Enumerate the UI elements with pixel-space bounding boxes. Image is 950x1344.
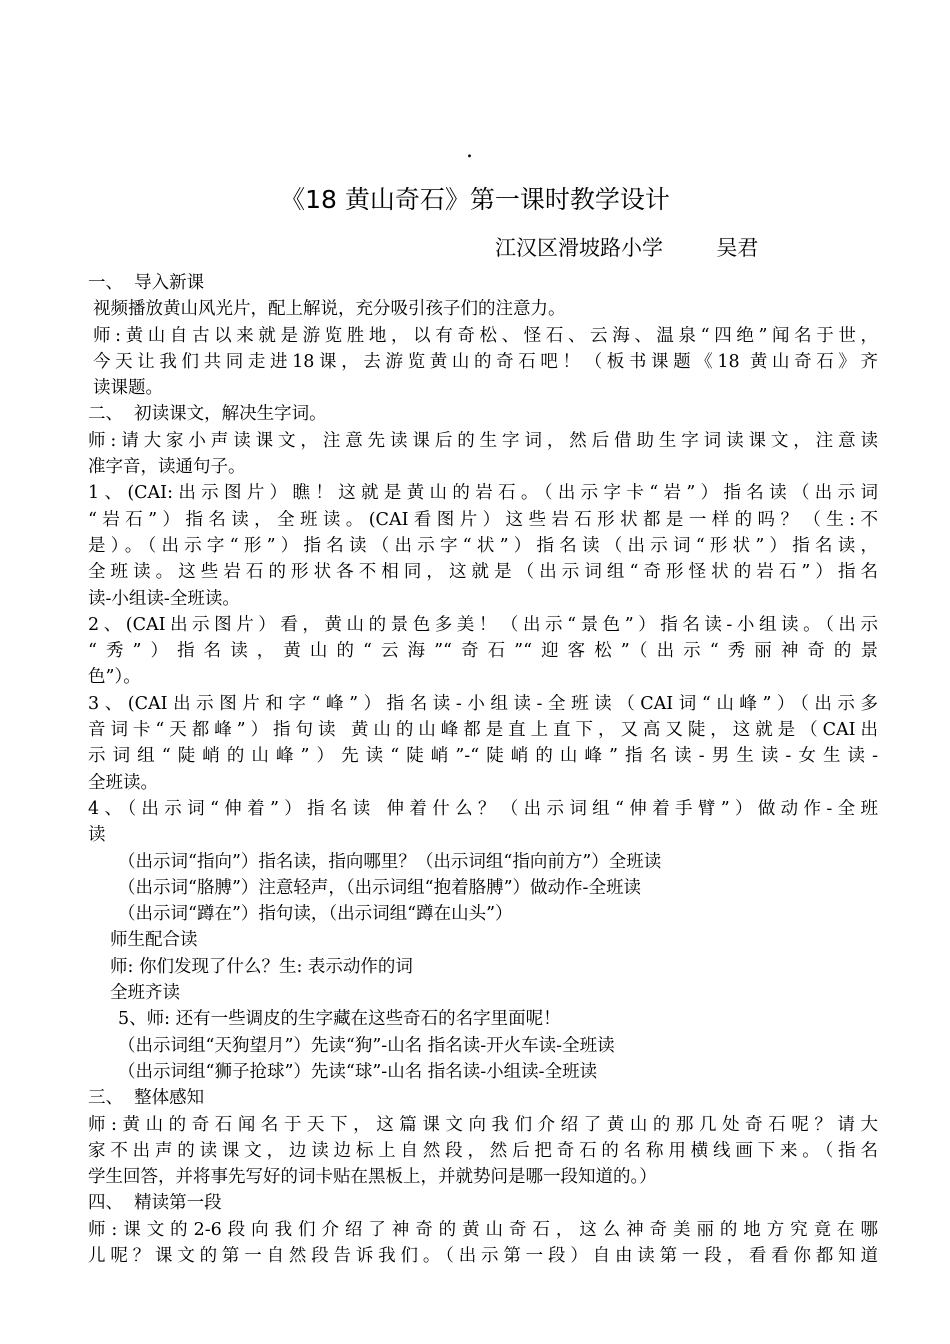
text-line: 今天让我们共同走进18课，去游览黄山的奇石吧！（板书课题《18 黄山奇石》齐 (93, 351, 878, 372)
text-line: “岩石”）指名读，全班读。(CAI看图片）这些岩石形状都是一样的吗？（生:不 (88, 509, 878, 530)
text-line: 二、 初读课文，解决生字词。 (88, 404, 327, 425)
text-line: 师: 你们发现了什么？生: 表示动作的词 (110, 956, 413, 977)
text-line: 全班读。这些岩石的形状各不相同，这就是（出示词组“奇形怪状的岩石”）指名 (88, 562, 878, 583)
text-line: 5、师: 还有一些调皮的生字藏在这些奇石的名字里面呢！ (118, 1009, 561, 1030)
document-title: 《18 黄山奇石》第一课时教学设计 (280, 185, 670, 214)
text-line: 色”）。 (88, 667, 141, 688)
text-line: 准字音，读通句子。 (88, 457, 246, 478)
text-line: 示词组“陡峭的山峰”）先读“陡峭”-“陡峭的山峰”指名读-男生读-女生读- (88, 746, 878, 767)
text-line: “秀”）指名读，黄山的“云海”“奇石”“迎客松”（出示“秀丽神奇的景 (88, 641, 878, 662)
text-line: 四、 精读第一段 (88, 1193, 222, 1214)
text-line: 学生回答，并将事先写好的词卡贴在黑板上，并就势问是哪一段知道的。） (88, 1167, 657, 1188)
text-line: 2、(CAI出示图片）看，黄山的景色多美！（出示“景色”）指名读-小组读。（出示 (88, 614, 878, 635)
text-line: （出示词“蹲在”）指句读，（出示词组“蹲在山头”） (118, 904, 513, 925)
text-line: （出示词“指向”）指名读，指向哪里？（出示词组“指向前方”）全班读 (118, 851, 662, 872)
text-line: 读-小组读-全班读。 (88, 588, 240, 609)
text-line: （出示词组“狮子抢球”）先读“球”-山名 指名读-小组读-全班读 (118, 1061, 598, 1082)
text-line: 师:黄山自古以来就是游览胜地，以有奇松、怪石、云海、温泉“四绝”闻名于世， (93, 325, 878, 346)
text-line: 视频播放黄山风光片，配上解说，充分吸引孩子们的注意力。 (93, 299, 566, 320)
text-line: 师:课文的2-6段向我们介绍了神奇的黄山奇石，这么神奇美丽的地方究竟在哪 (88, 1219, 878, 1240)
text-line: 家不出声的读课文，边读边标上自然段，然后把奇石的名称用横线画下来。（指名 (88, 1140, 878, 1161)
text-line: 3、(CAI出示图片和字“峰”）指名读-小组读-全班读（CAI词“山峰”）（出示多 (88, 693, 878, 714)
text-line: 1、(CAI:出示图片）瞧！这就是黄山的岩石。（出示字卡“岩”）指名读（出示词 (88, 483, 878, 504)
text-line: 读 (88, 825, 106, 846)
text-line: 儿呢？课文的第一自然段告诉我们。（出示第一段）自由读第一段，看看你都知道 (88, 1245, 878, 1266)
text-line: 4、（出示词“伸着”）指名读 伸着什么？（出示词组“伸着手臂”）做动作-全班 (88, 798, 878, 819)
text-line: 音词卡“天都峰”）指句读 黄山的山峰都是直上直下，又高又陡，这就是（CAI出 (88, 720, 878, 741)
text-line: 师:黄山的奇石闻名于天下，这篇课文向我们介绍了黄山的那几处奇石呢？请大 (88, 1114, 878, 1135)
text-line: 师:请大家小声读课文，注意先读课后的生字词，然后借助生字词读课文，注意读 (88, 430, 878, 451)
text-line: 全班读。 (88, 772, 158, 793)
text-line: 全班齐读 (110, 983, 180, 1004)
text-line: 三、 整体感知 (88, 1088, 205, 1109)
document-body (88, 270, 878, 1269)
author-line: 江汉区滑坡路小学 吴君 (495, 236, 759, 260)
text-line: 是）。（出示字“形”）指名读（出示字“状”）指名读（出示词“形状”）指名读， (88, 535, 878, 556)
text-line: 一、 导入新课 (88, 273, 205, 293)
text-line: （出示词组“天狗望月”）先读“狗”-山名 指名读-开火车读-全班读 (118, 1035, 615, 1056)
text-line: （出示词“胳膊”）注意轻声，（出示词组“抱着胳膊”）做动作-全班读 (118, 877, 641, 898)
text-line: 师生配合读 (110, 930, 198, 951)
header-dot: . (466, 138, 473, 163)
text-line: 读课题。 (93, 378, 163, 399)
